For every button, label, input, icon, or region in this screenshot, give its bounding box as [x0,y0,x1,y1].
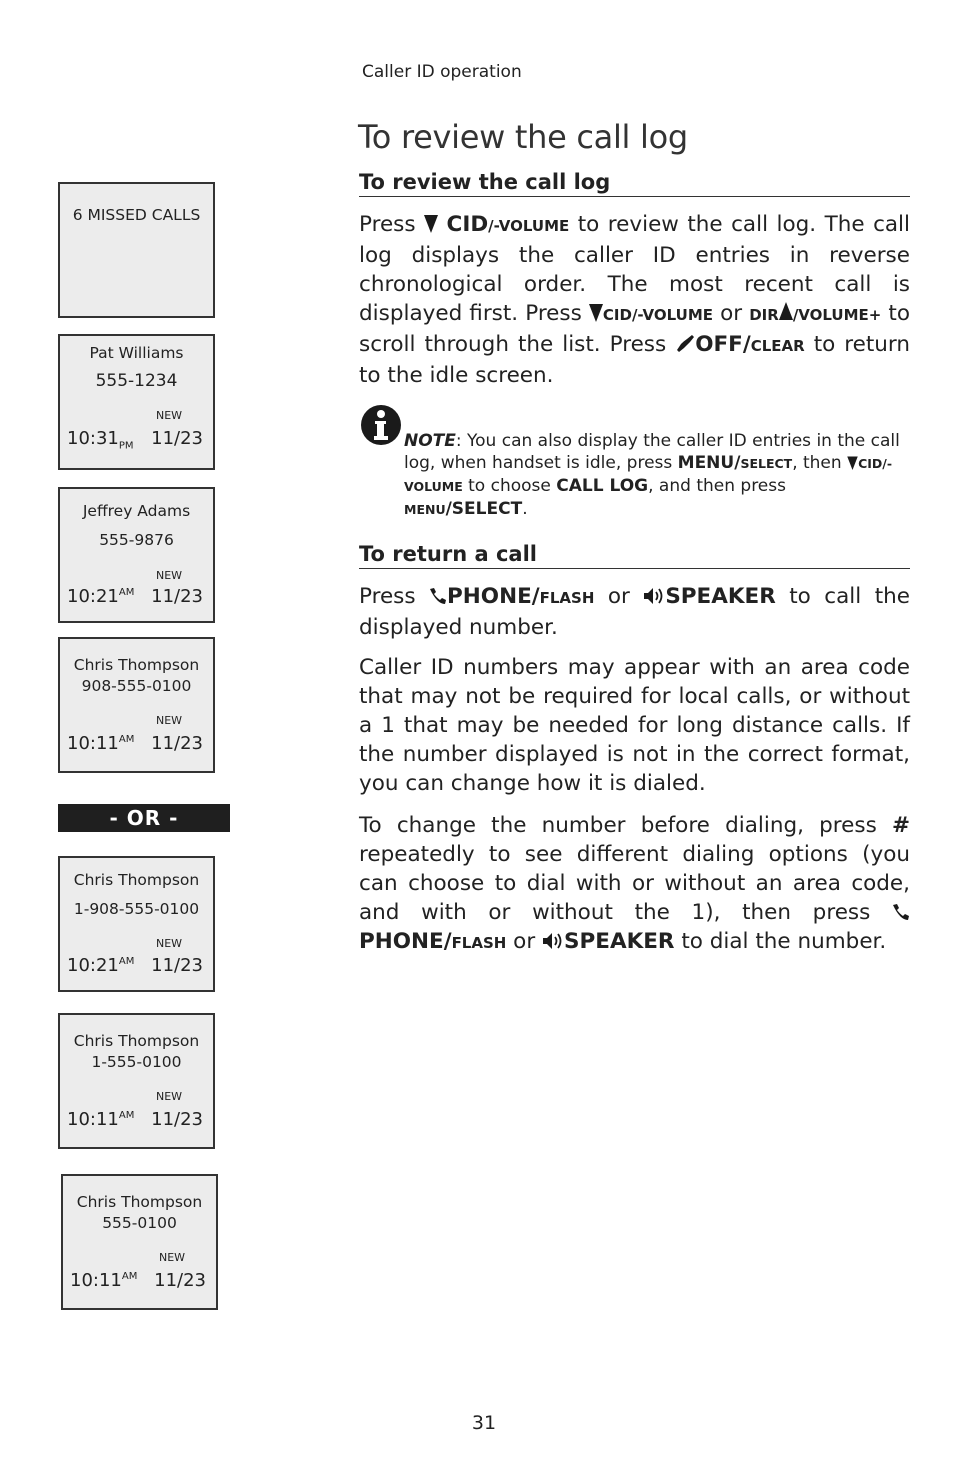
info-icon [360,404,402,446]
call-time: $10:11^{AM}$ [70,1270,138,1291]
new-badge: NEW [156,937,183,950]
caller-number: 555-1234 [95,371,178,391]
page-title: To review the call log [358,118,688,156]
caller-number: 1-555-0100 [91,1053,182,1071]
section-heading-return: To return a call [359,542,910,569]
new-badge: NEW [156,409,183,422]
call-time: $10:21^{AM}$ [67,586,135,607]
caller-name: Chris Thompson [73,871,200,889]
call-date: 11/23 [151,733,203,754]
phone-icon [892,903,910,921]
call-time: $10:11^{AM}$ [67,1109,135,1130]
section-heading-review: To review the call log [359,170,910,197]
caller-name: Pat Williams [89,344,184,362]
lcd-screen-entry-1 [58,334,215,470]
missed-calls-text: 6 MISSED CALLS [72,206,201,224]
call-date: 11/23 [151,955,203,976]
call-time: $10:21^{AM}$ [67,955,135,976]
new-badge: NEW [156,569,183,582]
caller-number: 908-555-0100 [81,677,192,695]
new-badge: NEW [156,1090,183,1103]
speaker-icon [542,932,564,950]
down-arrow-icon [589,302,603,322]
lcd-screen-entry-2 [58,487,215,623]
caller-name: Chris Thompson [76,1193,203,1211]
lcd-screen-entry-5 [58,1013,215,1149]
lcd-screen-entry-3 [58,637,215,773]
page-number: 31 [471,1412,497,1434]
off-phone-icon [675,333,695,353]
running-head: Caller ID operation [362,62,522,82]
caller-name: Chris Thompson [73,1032,200,1050]
or-divider: - OR - [58,804,230,832]
call-date: 11/23 [151,428,203,449]
return-paragraph-2: Caller ID numbers may appear with an area code that may not be required for local calls, or without a 1 that may be needed for long distance calls. If the number displayed is not in the correct format, you can change how it is dialed. [359,655,910,796]
caller-name: Jeffrey Adams [82,502,191,520]
speaker-icon [643,587,665,605]
call-time: $10:31_{PM}$ [67,428,134,452]
caller-name: Chris Thompson [73,656,200,674]
new-badge: NEW [156,714,183,727]
phone-icon [429,587,447,605]
return-paragraph-1: Press PHONE/FLASH or SPEAKER to call the displayed number. [359,584,910,640]
note-text: NOTE: You can also display the caller ID entries in the call log, when handset is idle, press MENU/SELECT, then CID/-VOLUME to choose CALL LOG, and then press MENU/SELECT. [404,431,900,519]
return-paragraph-3: To change the number before dialing, press # repeatedly to see different dialing options (you can choose to dial with or without an area code, and with or without the 1), then press PHONE/FLASH or SPEAKER to dial the number. [359,813,910,954]
caller-number: 555-9876 [99,531,174,549]
down-arrow-icon [847,455,858,470]
new-badge: NEW [159,1251,186,1264]
down-arrow-icon [424,213,438,233]
lcd-screen-missed-calls [58,182,215,318]
call-date: 11/23 [151,586,203,607]
lcd-screen-entry-6 [61,1174,218,1310]
caller-number: 555-0100 [102,1214,177,1232]
caller-number: 1-908-555-0100 [73,900,200,918]
up-arrow-icon [779,302,793,322]
call-date: 11/23 [154,1270,206,1291]
call-time: $10:11^{AM}$ [67,733,135,754]
call-date: 11/23 [151,1109,203,1130]
review-paragraph: Press CID/-VOLUME to review the call log. The call log displays the caller ID entries in reverse chronological order. The most recent call is displayed first. Press CID/-VOLUME or DIR /VOLUME+ to scroll through the list. Press OFF/CLEAR to return to the idle screen. [359,212,911,388]
lcd-screen-entry-4 [58,856,215,992]
